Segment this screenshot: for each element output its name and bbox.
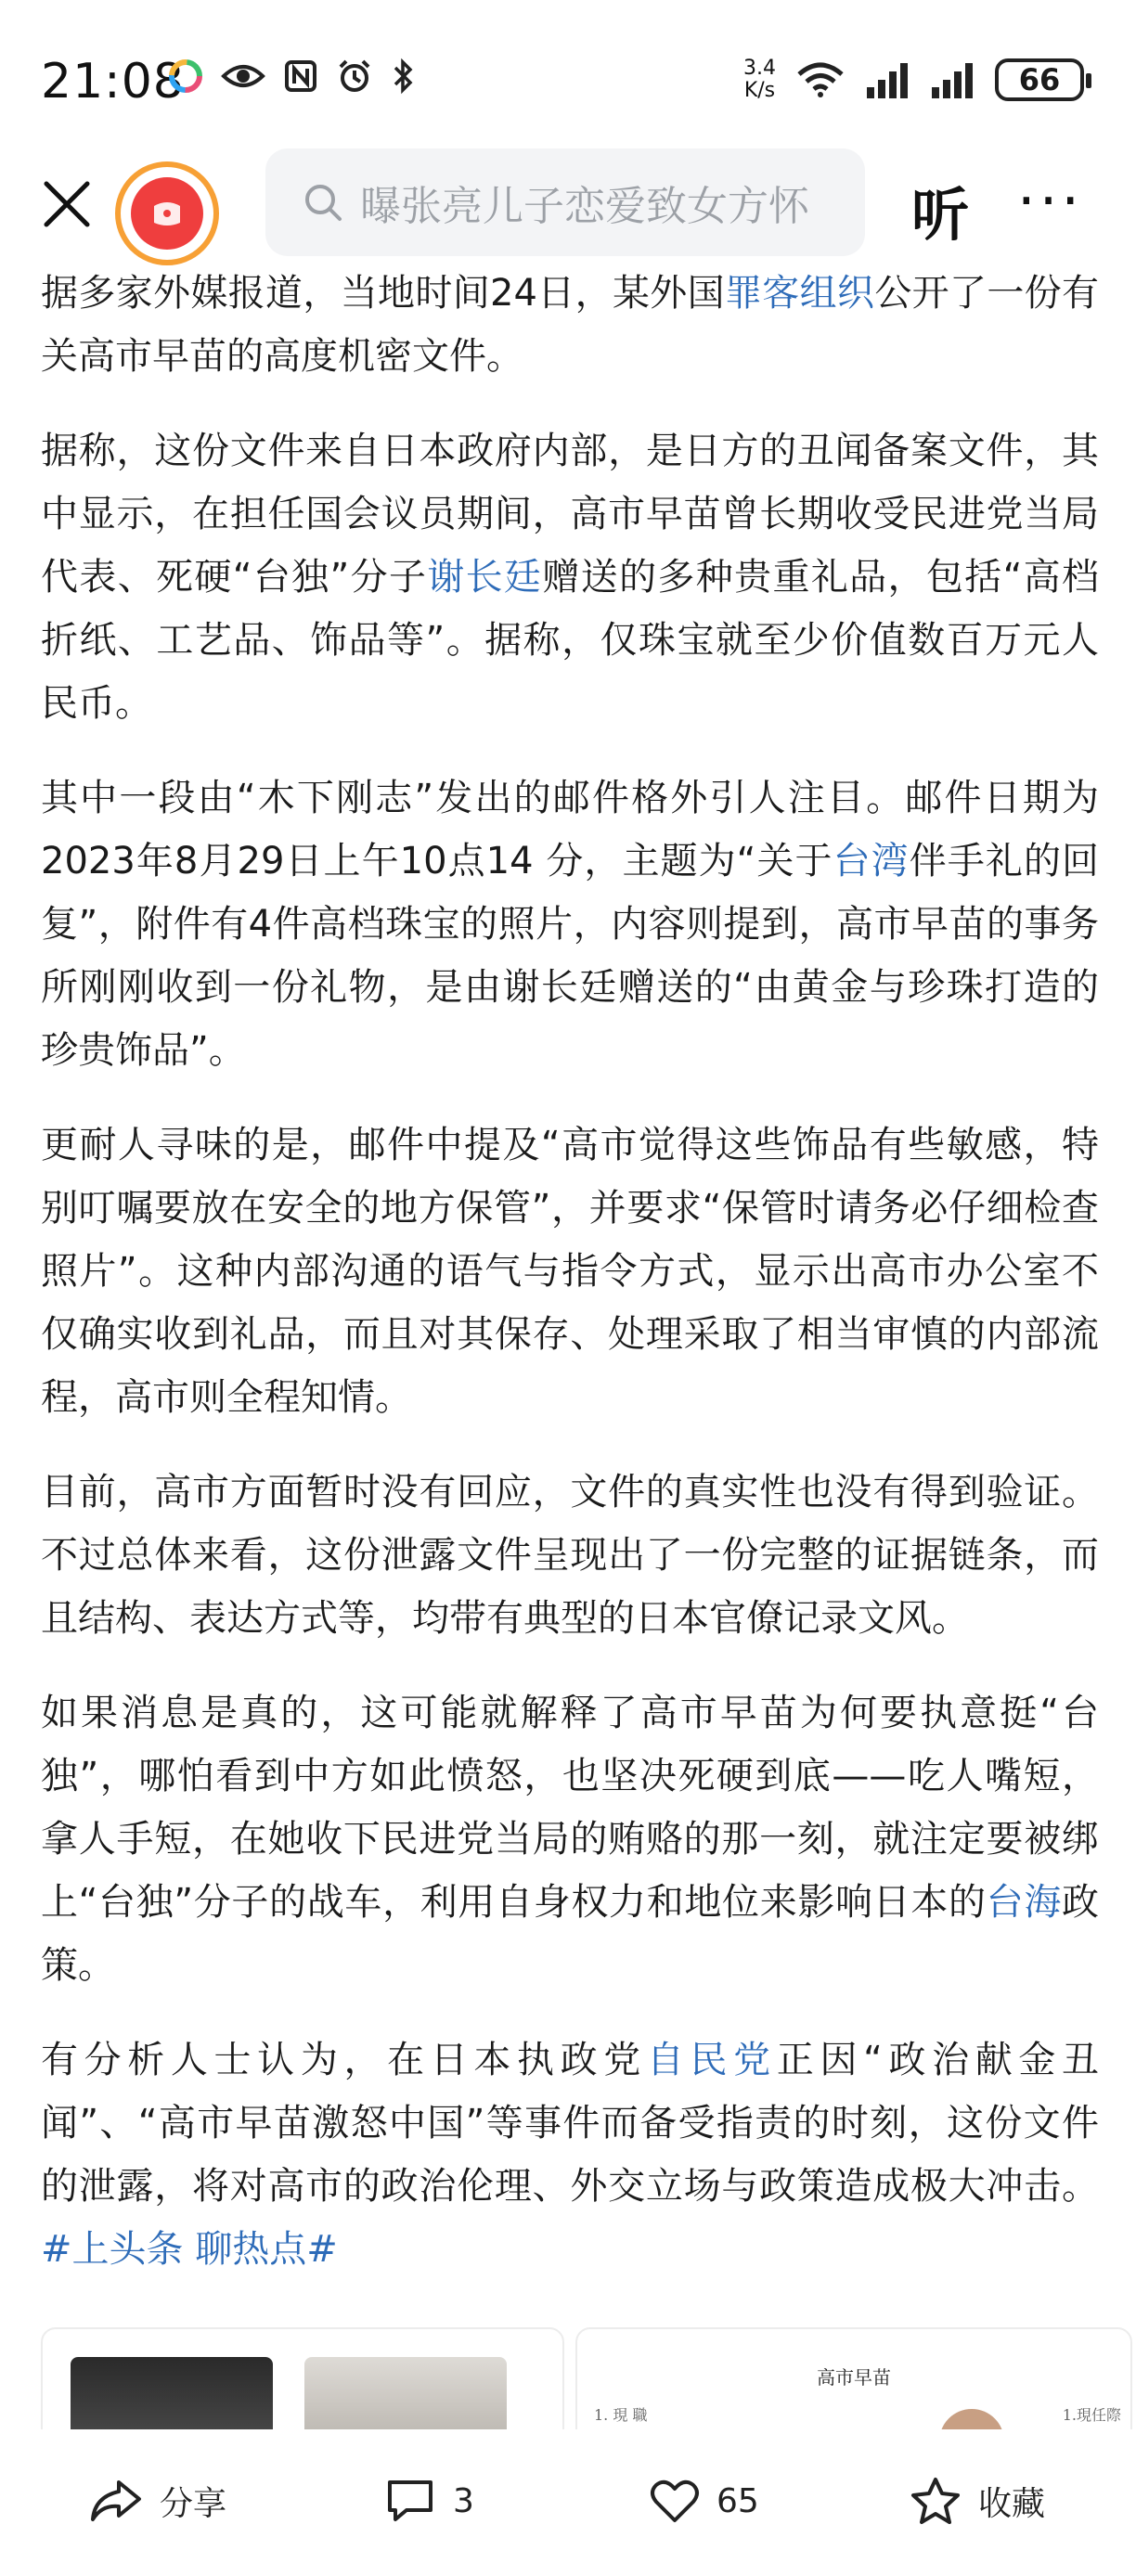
image-card-photos[interactable] xyxy=(41,2327,564,2429)
paragraph-text: 赠送的多种贵重礼品，包括“高档折纸、工艺品、饰品等”。据称，仅珠宝就至少价值数百万元人民币。 xyxy=(41,556,1100,725)
heart-icon xyxy=(650,2478,700,2524)
paragraph-4 xyxy=(41,1114,1099,1429)
inline-link[interactable]: 台海 xyxy=(986,1881,1062,1924)
inline-link[interactable]: 谢长廷 xyxy=(427,556,543,599)
signal-icon-2 xyxy=(930,61,975,98)
paragraph-text: 公开了一份有关高市早苗的高度机密文件。 xyxy=(41,272,1100,378)
share-button[interactable] xyxy=(89,2468,226,2533)
star-icon xyxy=(910,2476,962,2526)
paragraph-2 xyxy=(41,419,1099,735)
document-line-left: 1. 現 職 xyxy=(594,2406,648,2424)
status-time: 21:08 xyxy=(41,54,185,109)
inline-link[interactable]: #上头条 聊热点# xyxy=(41,2228,338,2271)
document-line-right: 1.現任際 xyxy=(1062,2406,1121,2424)
status-icons-right xyxy=(743,58,1084,102)
status-bar xyxy=(0,0,1136,158)
comment-button[interactable] xyxy=(384,2468,474,2533)
like-button[interactable] xyxy=(650,2468,759,2533)
paragraph-3 xyxy=(41,766,1099,1082)
paragraph-text: 伴手礼的回复”，附件有4件高档珠宝的照片，内容则提到，高市早苗的事务所刚刚收到一份礼物，是由谢长廷赠送的“由黄金与珍珠打造的珍贵饰品”。 xyxy=(41,840,1100,1072)
paragraph-5 xyxy=(41,1461,1099,1650)
paragraph-text: 如果消息是真的，这可能就解释了高市早苗为何要执意挺“台独”，哪怕看到中方如此愤怒，也坚决死硬到底——吃人嘴短，拿人手短，在她收下民进党当局的贿赂的那一刻，就注定要被绑上“台独”分子的战车，利用自身权力和地位来影响日本的 xyxy=(41,1692,1099,1924)
app-logo-mark xyxy=(131,177,203,250)
top-bar xyxy=(0,148,1136,260)
paragraph-text: 目前，高市方面暂时没有回应，文件的真实性也没有得到验证。不过总体来看，这份泄露文件呈现出了一份完整的证据链条，而且结构、表达方式等，均带有典型的日本官僚记录文风。 xyxy=(41,1471,1099,1640)
wifi-icon xyxy=(796,61,845,98)
paragraph-text: 有分析人士认为，在日本执政党 xyxy=(41,2039,647,2081)
alarm-icon xyxy=(336,58,373,95)
bluetooth-icon xyxy=(392,58,414,95)
paragraph-text: 其中一段由“木下刚志”发出的邮件格外引人注目。邮件日期为2023年8月29日上午10点14 分，主题为“关于 xyxy=(41,777,1099,882)
comment-icon xyxy=(384,2477,436,2525)
photo-thumbnail-1[interactable] xyxy=(71,2357,273,2429)
logo-shape-icon xyxy=(148,195,186,232)
paragraph-text: 据多家外媒报道，当地时间24日，某外国 xyxy=(41,272,725,315)
close-icon[interactable] xyxy=(37,174,97,234)
paragraph-text: 政策。 xyxy=(41,1881,1099,1987)
network-speed-unit: K/s xyxy=(743,79,776,102)
inline-link[interactable]: 自民党 xyxy=(646,2039,777,2081)
nfc-icon xyxy=(284,59,317,93)
like-count: 65 xyxy=(716,2481,759,2520)
paragraph-text: 据称，这份文件来自日本政府内部，是日方的丑闻备案文件，其中显示，在担任国会议员期间，高市早苗曾长期收受民进党当局代表、死硬“台独”分子 xyxy=(41,430,1099,599)
status-icons-left xyxy=(169,58,414,95)
search-placeholder: 曝张亮儿子恋爱致女方怀 xyxy=(360,183,809,230)
paragraph-1 xyxy=(41,262,1099,388)
comment-count: 3 xyxy=(453,2481,474,2520)
bottom-action-bar xyxy=(0,2431,1136,2576)
colorful-app-icon xyxy=(169,59,202,93)
paragraph-6 xyxy=(41,1681,1099,1997)
more-button[interactable]: ··· xyxy=(1017,167,1084,235)
eye-icon xyxy=(221,59,265,93)
favorite-button[interactable] xyxy=(910,2468,1045,2533)
app-logo[interactable] xyxy=(115,161,219,265)
network-speed-value: 3.4 xyxy=(743,57,776,80)
photo-thumbnail-2[interactable] xyxy=(304,2357,507,2429)
article-body xyxy=(41,262,1099,2312)
paragraph-text: 更耐人寻味的是，邮件中提及“高市觉得这些饰品有些敏感，特别叮嘱要放在安全的地方保管”，并要求“保管时请务必仔细检查照片”。这种内部沟通的语气与指令方式，显示出高市办公室不仅确实收到礼品，而且对其保存、处理采取了相当审慎的内部流程，高市则全程知情。 xyxy=(41,1124,1099,1419)
battery-indicator xyxy=(995,58,1084,101)
listen-button[interactable]: 听 xyxy=(911,181,970,249)
document-title: 高市早苗 xyxy=(817,2366,891,2389)
document-portrait xyxy=(939,2409,1004,2429)
battery-level: 66 xyxy=(1018,62,1061,97)
favorite-label: 收藏 xyxy=(978,2484,1046,2523)
signal-icon-1 xyxy=(865,61,910,98)
search-box[interactable] xyxy=(265,148,865,256)
image-card-document[interactable] xyxy=(575,2327,1132,2429)
share-label: 分享 xyxy=(160,2484,227,2523)
network-speed xyxy=(743,58,776,102)
paragraph-7 xyxy=(41,2029,1099,2281)
share-icon xyxy=(89,2477,143,2525)
image-cards xyxy=(41,2327,1136,2429)
paragraph-text: 正因“政治献金丑闻”、“高市早苗激怒中国”等事件而备受指责的时刻，这份文件的泄露，将对高市的政治伦理、外交立场与政策造成极大冲击。 xyxy=(41,2039,1100,2208)
search-icon xyxy=(303,182,343,223)
inline-link[interactable]: 台湾 xyxy=(833,840,910,882)
inline-link[interactable]: 罪客组织 xyxy=(724,272,875,315)
